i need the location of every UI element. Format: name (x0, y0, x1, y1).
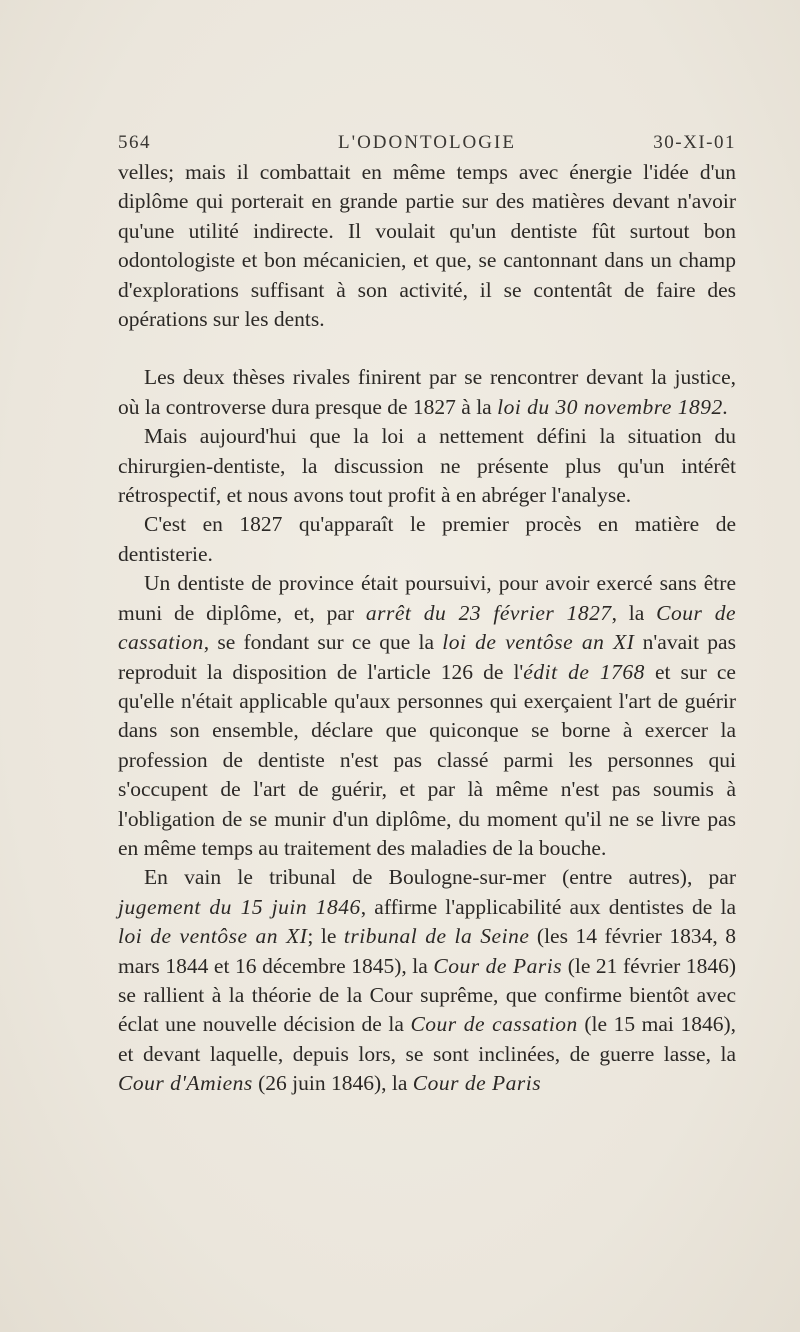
running-header (118, 132, 736, 158)
italic-citation: loi de ventôse an XI (442, 630, 635, 655)
text-run: n'avait pas reproduit la disposition de l'article 126 de l' (118, 630, 736, 684)
italic-citation: tribunal de la Seine (343, 924, 530, 949)
italic-citation: arrêt du 23 février 1827 (365, 600, 612, 625)
issue-date: 30-XI-01 (653, 132, 736, 153)
text-run: En vain le tribunal de Boulogne-sur-mer (entre autres), par (144, 865, 736, 890)
italic-citation: Cour d'Amiens (118, 1071, 253, 1096)
italic-citation: loi de ventôse an XI (118, 924, 308, 949)
text-run: (26 juin 1846), la (252, 1071, 413, 1096)
paragraph (118, 363, 736, 422)
italic-citation: Cour de Paris (433, 953, 563, 978)
italic-citation: Cour de Paris (412, 1071, 542, 1096)
text-run: Un dentiste de province était poursuivi, pour avoir exercé sans être muni de diplôme, et, par (118, 571, 736, 625)
italic-citation: édit de 1768 (523, 659, 645, 684)
text-run: , se fondant sur ce que la (203, 630, 443, 655)
paragraph (118, 863, 736, 1098)
page-number: 564 (118, 132, 151, 153)
paragraph (118, 422, 736, 510)
text-run: (le 21 février 1846) se rallient à la théorie de la Cour suprême, que confirme bientôt avec éclat une nouvelle décision de la (118, 953, 737, 1037)
paragraph (118, 510, 736, 569)
running-title: L'ODONTOLOGIE (338, 132, 516, 153)
body-text (118, 158, 736, 1099)
text-run: Mais aujourd'hui que la loi a nettement défini la situation du chirurgien-dentiste, la discussion ne présente plus qu'un intérêt rétrospectif, et nous avons tout profit à en abréger l'analyse. (118, 424, 736, 508)
text-run: C'est en 1827 qu'apparaît le premier procès en matière de dentisterie. (118, 512, 736, 566)
text-run: (le 15 mai 1846), et devant laquelle, depuis lors, se sont inclinées, de guerre lasse, la (118, 1012, 736, 1066)
text-run: (les 14 février 1834, 8 mars 1844 et 16 décembre 1845), la (118, 924, 736, 978)
italic-citation: loi du 30 novembre 1892. (497, 394, 729, 419)
text-run: ; le (307, 924, 344, 949)
paragraph (118, 569, 736, 863)
text-run: , affirme l'applicabilité aux dentistes de la (360, 894, 736, 919)
text-run: et sur ce qu'elle n'était applicable qu'aux personnes qui exerçaient l'art de guérir dans son ensemble, déclare que quiconque se borne à exercer la profession de dentiste n'est pas classé parmi les personnes qui s'occupent de l'art de guérir, et par là même n'est pas soumis à l'obligation de se munir d'un diplôme, du moment qu'il ne se livre pas en même temps au traitement des maladies de la bouche. (118, 659, 736, 860)
italic-citation: Cour de cassation (410, 1012, 578, 1037)
paragraph (118, 158, 736, 334)
text-run: , la (611, 600, 657, 625)
text-run: velles; mais il combattait en même temps avec énergie l'idée d'un diplôme qui porterait en grande partie sur des matières devant n'avoir qu'une utilité indirecte. Il voulait qu'un dentiste fût surtout bon odontologiste et bon mécanicien, et que, se cantonnant dans un champ d'explorations suffisant à son activité, il se contentât de faire des opérations sur les dents. (118, 160, 736, 332)
text-run: Les deux thèses rivales finirent par se rencontrer devant la justice, où la controverse dura presque de 1827 à la (118, 365, 736, 419)
italic-citation: Cour de cassation (118, 600, 736, 655)
italic-citation: jugement du 15 juin 1846 (118, 894, 361, 919)
